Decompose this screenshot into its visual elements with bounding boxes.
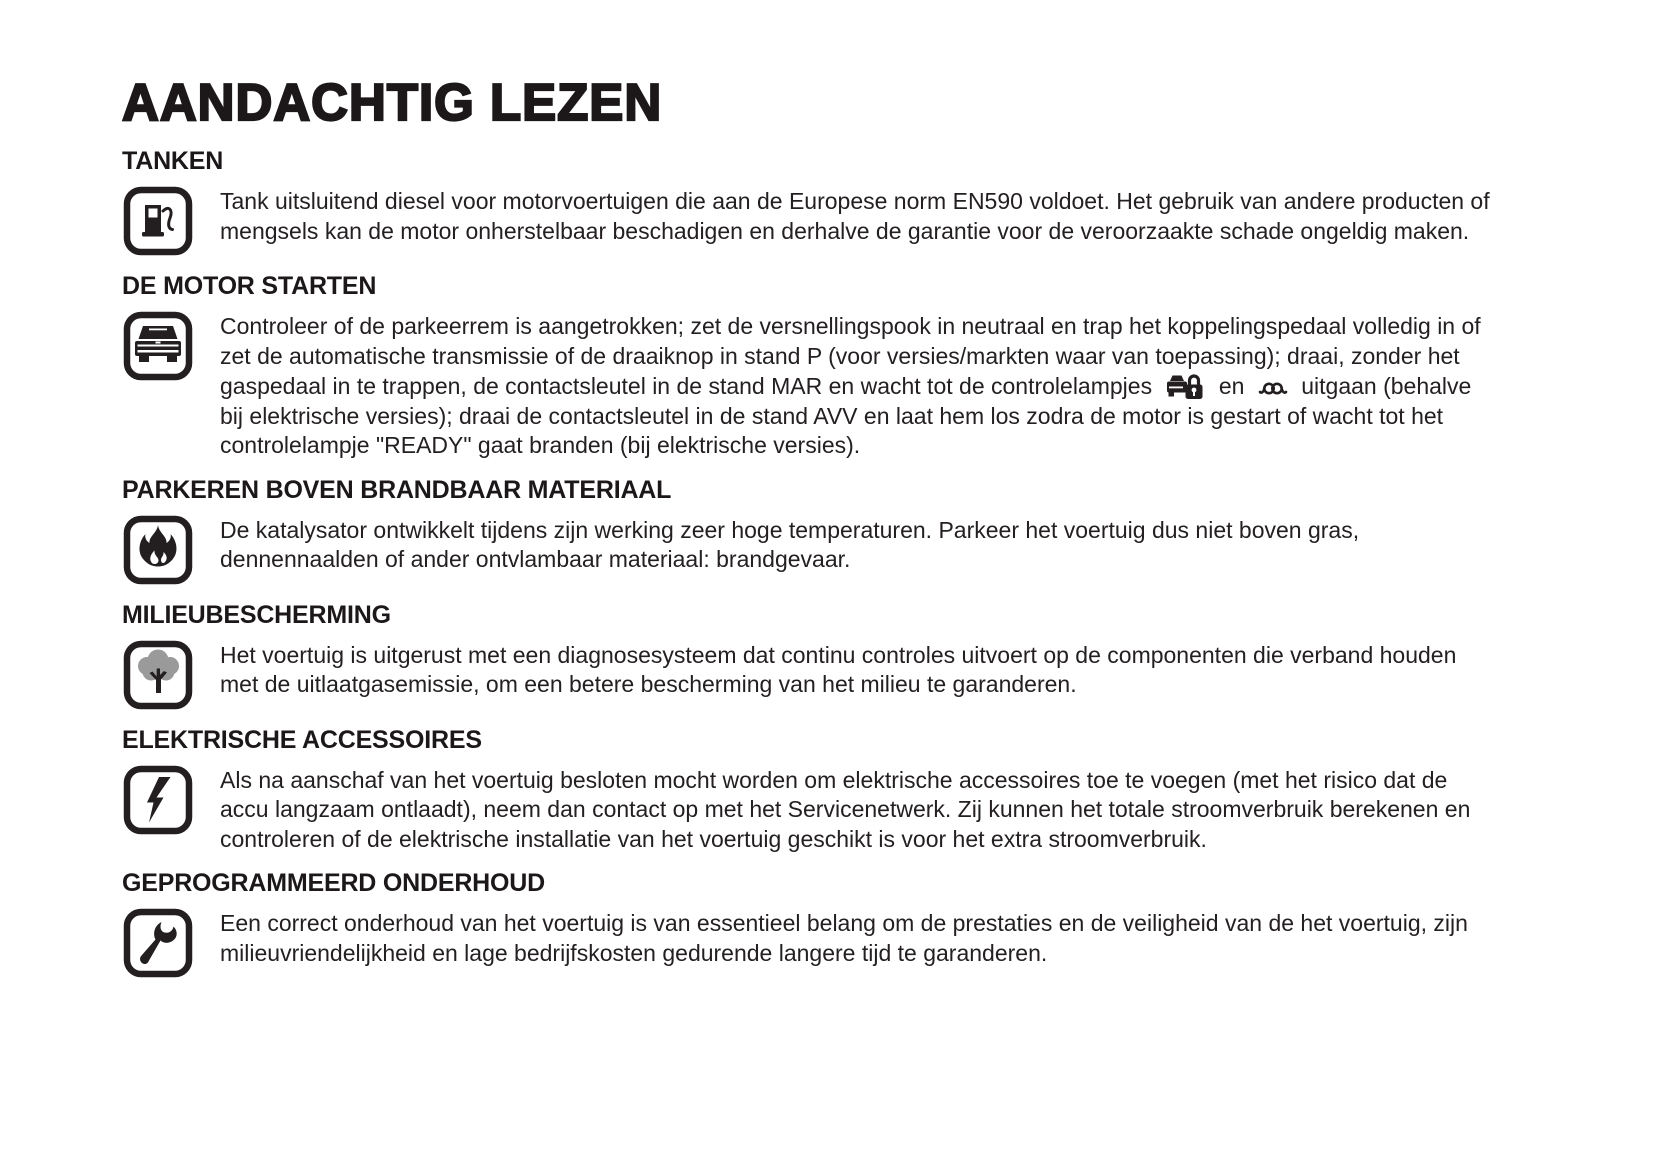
section-heading: TANKEN — [122, 147, 224, 175]
section-text: Een correct onderhoud van het voertuig is van essentieel belang om de prestaties en de veiligheid van de het voertuig, zijn milieuvriendelijkheid en lage bedrijfskosten gedurende langere tijd te garanderen. — [220, 910, 1468, 966]
page-title: AANDACHTIG LEZEN — [122, 73, 663, 132]
text-run: Controleer of de parkeerrem is aangetrokken; zet de versnellingspook in neutraal en trap het koppelingspedaal volledig in of zet de automatische transmissie of de draaiknop in stand P (voor versies/markten waar van toepassing); draai, zonder het gaspedaal in te trappen, de contactsleutel in de stand MAR en wacht tot de controlelampjes — [220, 313, 1481, 399]
car-front-icon — [122, 310, 194, 382]
section-heading: PARKEREN BOVEN BRANDBAAR MATERIAAL — [122, 475, 672, 504]
section-geprogrammeerd-onderhoud — [122, 869, 1533, 979]
lightning-bolt-icon — [122, 764, 194, 836]
fuel-pump-icon — [122, 185, 194, 257]
section-heading: GEPROGRAMMEERD ONDERHOUD — [122, 869, 545, 897]
section-parkeren — [122, 476, 1533, 586]
section-de-motor-starten — [122, 272, 1533, 461]
text-run: en — [1218, 373, 1245, 399]
section-heading: DE MOTOR STARTEN — [122, 272, 377, 300]
section-text: De katalysator ontwikkelt tijdens zijn werking zeer hoge temperaturen. Parkeer het voertuig dus niet boven gras, dennennaalden of ander ontvlambaar materiaal: brandgevaar. — [220, 516, 1360, 572]
section-text: Als na aanschaf van het voertuig besloten mocht worden om elektrische accessoires toe te voegen (met het risico dat de accu langzaam ontlaadt), neem dan contact op met het Servicenetwerk. Zij kunnen het totale stroomverbruik berekenen en controleren of de elektrische installatie van het voertuig geschikt is voor het extra stroomverbruik. — [220, 766, 1471, 852]
section-milieubescherming — [122, 601, 1533, 711]
flame-icon — [122, 514, 194, 586]
section-heading: MILIEUBESCHERMING — [122, 600, 391, 629]
section-text — [220, 312, 1500, 461]
section-text: Tank uitsluitend diesel voor motorvoertuigen die aan de Europese norm EN590 voldoet. Het gebruik van andere producten of mengsels kan de motor onherstelbaar beschadigen en derhalve de garantie voor de veroorzaakte schade ongeldig maken. — [220, 188, 1490, 244]
section-text: Het voertuig is uitgerust met een diagnosesysteem dat continu controles uitvoert op de componenten die verband houden met de uitlaatgasemissie, om een betere bescherming van het milieu te garanderen. — [220, 641, 1457, 697]
wrench-icon — [122, 907, 194, 979]
section-tanken — [122, 147, 1533, 257]
text-run: uitgaan (behalve bij elektrische versies); draai de contactsleutel in de stand AVV en laat hem los zodra de motor is gestart of wacht tot het controlelampje "READY" gaat branden (bij elektrische versies). — [220, 373, 1472, 458]
section-elektrische-accessoires — [122, 726, 1533, 855]
glow-plug-warning-icon — [1258, 380, 1288, 396]
tree-icon — [122, 639, 194, 711]
immobilizer-warning-icon — [1165, 371, 1205, 401]
section-heading: ELEKTRISCHE ACCESSOIRES — [122, 725, 482, 754]
